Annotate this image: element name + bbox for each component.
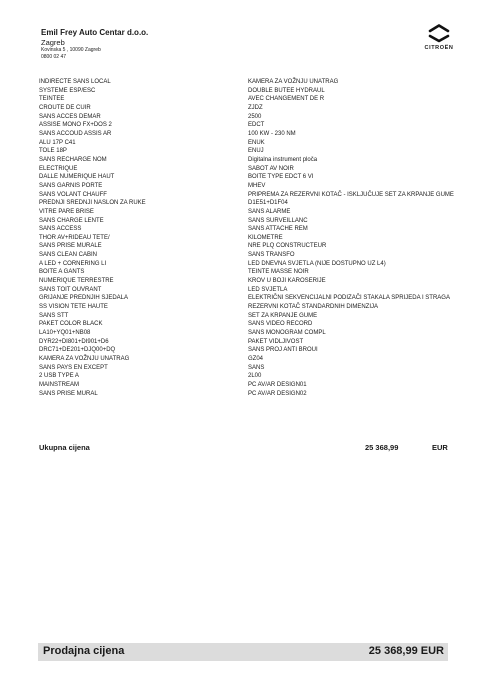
equipment-item: SANS ACCESS	[39, 226, 82, 233]
equipment-item: THOR AV+RIDEAU TETE/	[39, 234, 110, 241]
equipment-item: PC AV/AR DESIGN02	[248, 390, 307, 397]
equipment-item: TOLE 18P	[39, 148, 67, 155]
equipment-item: LA10+YQ01+NB08	[39, 330, 91, 337]
equipment-item: GRIJANJE PREDNJIH SJEDALA	[39, 295, 129, 302]
equipment-item: PRIPREMA ZA REZERVNI KOTAČ - ISKLJUČUJE SET ZA KRPANJE GUME	[248, 191, 454, 198]
sale-price-bar	[38, 643, 448, 661]
brand-logo-text: CITROËN	[424, 45, 454, 51]
equipment-item: SANS TRANSFO	[248, 252, 295, 259]
equipment-item: SYSTEME ESP/ESC	[39, 87, 96, 94]
equipment-column-left	[39, 78, 244, 398]
equipment-item: NUMERIQUE TERRESTRE	[39, 278, 114, 285]
equipment-item: ZJDZ	[248, 104, 263, 111]
equipment-item: TEINTE MASSE NOIR	[248, 269, 309, 276]
equipment-item: AVEC CHANGEMENT DE R	[248, 96, 325, 103]
equipment-item: SANS VIDEO RECORD	[248, 321, 313, 328]
citroen-logo	[417, 22, 461, 51]
equipment-item: SANS GARNIS PORTE	[39, 182, 103, 189]
equipment-item: LED DNEVNA SVJETLA (NIJE DOSTUPNO UZ L4)	[248, 260, 386, 267]
equipment-item: SET ZA KRPANJE GUME	[248, 312, 318, 319]
equipment-item: D1E51+D1F04	[248, 200, 288, 207]
sale-price-amount: 25 368,99 EUR	[368, 645, 444, 657]
equipment-item: MAINSTREAM	[39, 381, 80, 388]
equipment-item: KROV U BOJI KAROSERIJE	[248, 278, 326, 285]
equipment-item: ELEKTRIČNI SEKVENCIJALNI PODIZAČI STAKALA SPRIJEDA I STRAGA	[248, 295, 450, 302]
equipment-item: 2 USB TYPE A	[39, 373, 79, 380]
equipment-item: Digitalna instrument ploča	[248, 156, 318, 163]
equipment-item: SANS ACCES DEMAR	[39, 113, 101, 120]
equipment-item: PAKET VIDLJIVOST	[248, 338, 304, 345]
equipment-item: NRE PLQ CONSTRUCTEUR	[248, 243, 327, 250]
equipment-item: DALLE NUMERIQUE HAUT	[39, 174, 115, 181]
equipment-item: SANS PAYS EN EXCEPT	[39, 364, 108, 371]
dealer-phone: 0800 02 47	[41, 53, 67, 60]
equipment-item: VITRE PARE BRISE	[39, 208, 94, 215]
equipment-item: PC AV/AR DESIGN01	[248, 381, 307, 388]
equipment-item: KAMERA ZA VOŽNJU UNATRAG	[39, 356, 130, 362]
equipment-item: SANS PRISE MURALE	[39, 243, 102, 250]
equipment-item: ENUJ	[248, 148, 264, 155]
equipment-item: SANS STT	[39, 312, 69, 319]
equipment-item: GZ04	[248, 356, 264, 362]
equipment-item: DYR22+DI801+DI901+D6	[39, 338, 109, 345]
total-price-amount: 25 368,99	[365, 443, 399, 452]
equipment-item: INDIRECTE SANS LOCAL	[39, 79, 111, 85]
equipment-item: SABOT AV NOIR	[248, 165, 294, 172]
equipment-item: SS VISION TETE HAUTE	[39, 304, 108, 311]
equipment-item: SANS	[248, 364, 265, 371]
equipment-item: MHEV	[248, 182, 266, 189]
equipment-item: TEINTEE	[39, 96, 65, 103]
equipment-item: SANS PROJ ANTI BROUI	[248, 347, 318, 354]
equipment-item: SANS ACCOUD ASSIS AR	[39, 130, 112, 137]
equipment-item: SANS VOLANT CHAUFF	[39, 191, 107, 198]
equipment-item: ELECTRIQUE	[39, 165, 78, 172]
equipment-item: LED SVJETLA	[248, 286, 288, 293]
dealer-name: Emil Frey Auto Centar d.o.o.	[41, 28, 149, 37]
equipment-item: SANS ATTACHE REM	[248, 226, 308, 233]
equipment-item: BOITE TYPE EDCT 6 VI	[248, 174, 314, 181]
equipment-item: DRC71+DE201+DJQ00+DQ	[39, 347, 116, 354]
equipment-item: BOITE A GANTS	[39, 269, 85, 276]
equipment-item: REZERVNI KOTAČ STANDARDNIH DIMENZIJA	[248, 304, 379, 311]
sale-price-label: Prodajna cijena	[43, 645, 125, 657]
equipment-item: SANS PRISE MURAL	[39, 390, 98, 397]
equipment-item: DOUBLE BUTEE HYDRAUL	[248, 87, 325, 94]
equipment-item: PAKET COLOR BLACK	[39, 321, 103, 328]
dealer-address: Kovinska 5 , 10090 Zagreb	[41, 47, 101, 53]
equipment-item: ENUK	[248, 139, 265, 146]
equipment-item: 2L00	[248, 373, 262, 380]
total-price-currency: EUR	[432, 443, 448, 452]
citroen-chevrons-icon	[426, 22, 452, 44]
equipment-item: PREDNJI SREDNJI NASLON ZA RUKE	[39, 200, 146, 207]
total-price-row	[39, 443, 453, 455]
equipment-item: ALU 17P C41	[39, 139, 76, 146]
equipment-item: KAMERA ZA VOŽNJU UNATRAG	[248, 79, 339, 85]
equipment-item: SANS CHARGE LENTE	[39, 217, 104, 224]
dealer-city: Zagreb	[41, 38, 65, 47]
equipment-item: SANS SURVEILLANC	[248, 217, 308, 224]
equipment-item: SANS RECHARGE NOM	[39, 156, 107, 163]
equipment-item: SANS MONOGRAM COMPL	[248, 330, 326, 337]
equipment-item: SANS ALARME	[248, 208, 291, 215]
equipment-item: 100 KW - 230 NM	[248, 130, 296, 137]
equipment-item: EDCT	[248, 122, 265, 129]
equipment-item: KILOMETRE	[248, 234, 283, 241]
equipment-column-right	[248, 78, 463, 398]
equipment-item: SANS TOIT OUVRANT	[39, 286, 102, 293]
equipment-item: A LED + CORNERING LI	[39, 260, 107, 267]
equipment-item: SANS CLEAN CABIN	[39, 252, 98, 259]
equipment-item: ASSISE MONO FX+DOS 2	[39, 122, 112, 129]
total-price-label: Ukupna cijena	[39, 443, 90, 452]
document-header	[41, 28, 461, 68]
equipment-item: 2500	[248, 113, 262, 120]
equipment-item: CROUTE DE CUIR	[39, 104, 91, 111]
